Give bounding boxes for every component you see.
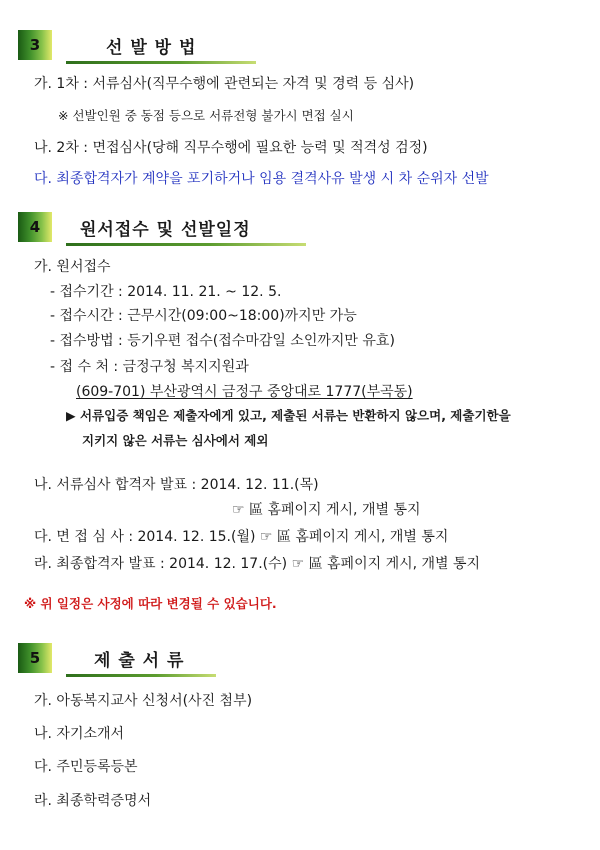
s4-c-line: 다. 면 접 심 사 : 2014. 12. 15.(월) ☞ 區 홈페이지 게시, 개별 통지 (34, 529, 449, 545)
s4-period: - 접수기간 : 2014. 11. 21. ~ 12. 5. (50, 284, 282, 300)
section-3-header (18, 30, 248, 64)
section-4-header (18, 212, 308, 246)
s5-item: 라. 최종학력증명서 (34, 793, 152, 809)
s5-item: 가. 아동복지교사 신청서(사진 첨부) (34, 693, 253, 709)
section-title: 선 발 방 법 (106, 38, 197, 58)
s4-place: - 접 수 처 : 금정구청 복지지원과 (50, 359, 249, 375)
s4-a-heading: 가. 원서접수 (34, 259, 111, 275)
s4-warning: ※ 위 일정은 사정에 따라 변경될 수 있습니다. (24, 596, 277, 611)
s3-item-a-note: ※ 선발인원 중 동점 등으로 서류전형 불가시 면접 실시 (58, 108, 354, 123)
s4-hours: - 접수시간 : 근무시간(09:00~18:00)까지만 가능 (50, 308, 357, 324)
section-5-header (18, 643, 228, 677)
s4-b-line: 나. 서류심사 합격자 발표 : 2014. 12. 11.(목) (34, 477, 319, 493)
s5-item: 나. 자기소개서 (34, 726, 125, 742)
s5-item: 다. 주민등록등본 (34, 759, 138, 775)
section-title: 원서접수 및 선발일정 (80, 220, 251, 240)
s4-address: (609-701) 부산광역시 금정구 중앙대로 1777(부곡동) (76, 384, 413, 400)
s4-b-sub: ☞ 區 홈페이지 게시, 개별 통지 (232, 502, 421, 518)
section-number-badge: 3 (18, 30, 52, 60)
s4-notice-line1: ▶ 서류입증 책임은 제출자에게 있고, 제출된 서류는 반환하지 않으며, 제출기한을 (66, 408, 511, 423)
s4-d-line: 라. 최종합격자 발표 : 2014. 12. 17.(수) ☞ 區 홈페이지 게시, 개별 통지 (34, 556, 481, 572)
s3-item-a: 가. 1차 : 서류심사(직무수행에 관련되는 자격 및 경력 등 심사) (34, 76, 415, 92)
section-underline (66, 674, 216, 677)
section-underline (66, 243, 306, 246)
section-title: 제 출 서 류 (94, 651, 185, 671)
section-underline (66, 61, 256, 64)
s4-method: - 접수방법 : 등기우편 접수(접수마감일 소인까지만 유효) (50, 333, 395, 349)
section-number-badge: 4 (18, 212, 52, 242)
section-number-badge: 5 (18, 643, 52, 673)
s3-item-c: 다. 최종합격자가 계약을 포기하거나 임용 결격사유 발생 시 차 순위자 선발 (34, 171, 489, 187)
s3-item-b: 나. 2차 : 면접심사(당해 직무수행에 필요한 능력 및 적격성 검정) (34, 140, 428, 156)
s4-notice-line2: 지키지 않은 서류는 심사에서 제외 (82, 433, 269, 448)
